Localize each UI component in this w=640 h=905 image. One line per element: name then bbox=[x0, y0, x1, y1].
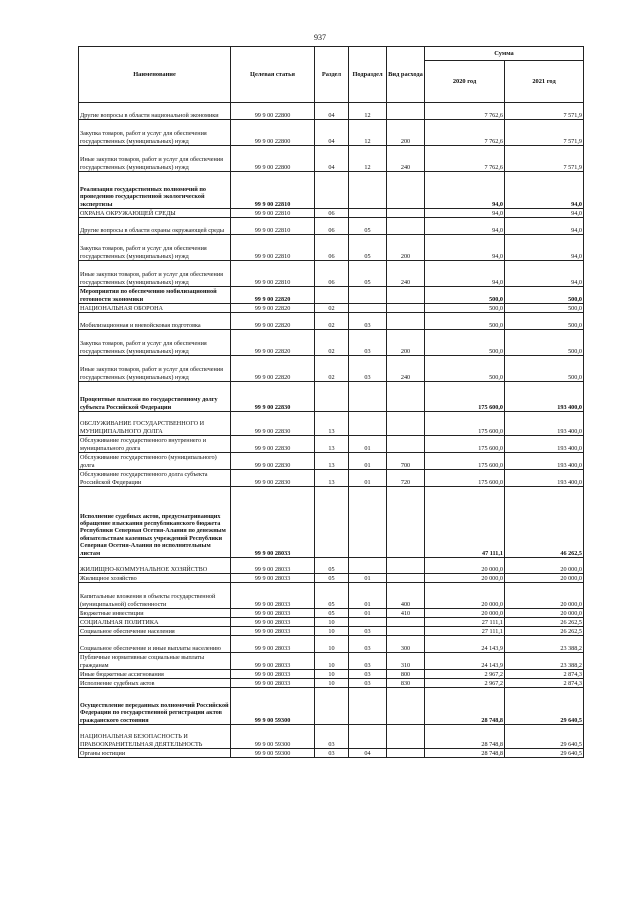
row-value-2021: 500,0 bbox=[505, 356, 584, 382]
row-name: НАЦИОНАЛЬНАЯ БЕЗОПАСНОСТЬ И ПРАВООХРАНИТЕЛЬНАЯ ДЕЯТЕЛЬНОСТЬ bbox=[79, 725, 231, 749]
table-row bbox=[79, 120, 584, 146]
table-row bbox=[79, 618, 584, 627]
row-value-2021: 500,0 bbox=[505, 304, 584, 313]
row-expense-type bbox=[387, 172, 425, 209]
row-value-2020: 500,0 bbox=[425, 356, 505, 382]
row-expense-type: 400 bbox=[387, 583, 425, 609]
header-expense-type: Вид расхода bbox=[387, 47, 425, 103]
row-target-code: 99 9 00 28033 bbox=[231, 627, 315, 636]
row-target-code: 99 9 00 28033 bbox=[231, 609, 315, 618]
page-number: 937 bbox=[314, 33, 326, 42]
row-expense-type bbox=[387, 103, 425, 120]
table-row bbox=[79, 412, 584, 436]
row-target-code: 99 9 00 22810 bbox=[231, 172, 315, 209]
row-section: 13 bbox=[315, 412, 349, 436]
row-section: 13 bbox=[315, 470, 349, 487]
table-row bbox=[79, 725, 584, 749]
row-target-code: 99 9 00 28033 bbox=[231, 618, 315, 627]
row-section: 04 bbox=[315, 146, 349, 172]
row-value-2021: 7 571,9 bbox=[505, 103, 584, 120]
row-expense-type bbox=[387, 558, 425, 574]
row-target-code: 99 9 00 28033 bbox=[231, 558, 315, 574]
row-subsection: 01 bbox=[349, 436, 387, 453]
row-subsection bbox=[349, 304, 387, 313]
row-value-2020: 20 000,0 bbox=[425, 574, 505, 583]
row-expense-type bbox=[387, 618, 425, 627]
row-name: Органы юстиции bbox=[79, 749, 231, 758]
row-name: Осуществление переданных полномочий Российской Федерации по государственной регистрации актов гражданского состояния bbox=[79, 688, 231, 725]
row-target-code: 99 9 00 22800 bbox=[231, 146, 315, 172]
row-target-code: 99 9 00 59300 bbox=[231, 688, 315, 725]
row-section: 10 bbox=[315, 636, 349, 653]
row-expense-type: 700 bbox=[387, 453, 425, 470]
row-subsection: 12 bbox=[349, 146, 387, 172]
row-section bbox=[315, 287, 349, 304]
row-expense-type: 200 bbox=[387, 235, 425, 261]
table-row bbox=[79, 609, 584, 618]
row-target-code: 99 9 00 59300 bbox=[231, 749, 315, 758]
row-subsection: 04 bbox=[349, 749, 387, 758]
row-expense-type bbox=[387, 749, 425, 758]
table-row bbox=[79, 235, 584, 261]
row-value-2021: 20 000,0 bbox=[505, 558, 584, 574]
row-expense-type: 200 bbox=[387, 330, 425, 356]
row-subsection: 01 bbox=[349, 470, 387, 487]
row-section: 05 bbox=[315, 609, 349, 618]
row-section: 04 bbox=[315, 103, 349, 120]
row-name: Закупка товаров, работ и услуг для обеспечения государственных (муниципальных) нужд bbox=[79, 330, 231, 356]
row-target-code: 99 9 00 22820 bbox=[231, 313, 315, 330]
row-section: 10 bbox=[315, 679, 349, 688]
row-section: 05 bbox=[315, 558, 349, 574]
row-section bbox=[315, 172, 349, 209]
row-name: Капитальные вложения в объекты государственной (муниципальной) собственности bbox=[79, 583, 231, 609]
row-target-code: 99 9 00 22830 bbox=[231, 436, 315, 453]
row-value-2020: 94,0 bbox=[425, 209, 505, 218]
row-value-2020: 20 000,0 bbox=[425, 558, 505, 574]
row-name: Иные бюджетные ассигнования bbox=[79, 670, 231, 679]
row-section: 03 bbox=[315, 725, 349, 749]
row-section: 02 bbox=[315, 304, 349, 313]
row-subsection bbox=[349, 618, 387, 627]
row-section: 10 bbox=[315, 653, 349, 670]
row-section: 10 bbox=[315, 618, 349, 627]
table-row bbox=[79, 487, 584, 558]
row-expense-type: 410 bbox=[387, 609, 425, 618]
row-target-code: 99 9 00 22810 bbox=[231, 209, 315, 218]
row-name: Социальное обеспечение и иные выплаты населению bbox=[79, 636, 231, 653]
row-target-code: 99 9 00 22830 bbox=[231, 412, 315, 436]
row-value-2021: 26 262,5 bbox=[505, 618, 584, 627]
row-value-2021: 23 388,2 bbox=[505, 653, 584, 670]
row-value-2021: 193 400,0 bbox=[505, 470, 584, 487]
row-expense-type bbox=[387, 382, 425, 412]
row-target-code: 99 9 00 59300 bbox=[231, 725, 315, 749]
row-expense-type: 800 bbox=[387, 670, 425, 679]
header-sum: Сумма bbox=[425, 47, 584, 61]
row-value-2020: 94,0 bbox=[425, 218, 505, 235]
row-value-2020: 7 762,6 bbox=[425, 120, 505, 146]
row-subsection: 01 bbox=[349, 583, 387, 609]
row-section: 05 bbox=[315, 583, 349, 609]
row-section: 03 bbox=[315, 749, 349, 758]
row-name: Жилищное хозяйство bbox=[79, 574, 231, 583]
table-body bbox=[79, 103, 584, 758]
row-subsection bbox=[349, 725, 387, 749]
row-value-2021: 20 000,0 bbox=[505, 574, 584, 583]
row-name: Закупка товаров, работ и услуг для обеспечения государственных (муниципальных) нужд bbox=[79, 235, 231, 261]
row-target-code: 99 9 00 22820 bbox=[231, 304, 315, 313]
row-target-code: 99 9 00 28033 bbox=[231, 670, 315, 679]
table-row bbox=[79, 330, 584, 356]
row-expense-type bbox=[387, 209, 425, 218]
row-subsection: 05 bbox=[349, 235, 387, 261]
row-value-2021: 94,0 bbox=[505, 172, 584, 209]
row-subsection bbox=[349, 688, 387, 725]
row-target-code: 99 9 00 28033 bbox=[231, 583, 315, 609]
row-target-code: 99 9 00 22820 bbox=[231, 356, 315, 382]
table-row bbox=[79, 209, 584, 218]
row-value-2020: 2 967,2 bbox=[425, 670, 505, 679]
row-expense-type bbox=[387, 627, 425, 636]
row-value-2021: 193 400,0 bbox=[505, 453, 584, 470]
table-row bbox=[79, 627, 584, 636]
row-value-2020: 28 748,8 bbox=[425, 688, 505, 725]
row-expense-type: 300 bbox=[387, 636, 425, 653]
row-value-2021: 193 400,0 bbox=[505, 382, 584, 412]
row-name: ОХРАНА ОКРУЖАЮЩЕЙ СРЕДЫ bbox=[79, 209, 231, 218]
header-year-2021: 2021 год bbox=[505, 61, 584, 103]
row-expense-type: 720 bbox=[387, 470, 425, 487]
row-name: Другие вопросы в области национальной экономики bbox=[79, 103, 231, 120]
row-value-2021: 7 571,9 bbox=[505, 120, 584, 146]
row-subsection: 12 bbox=[349, 103, 387, 120]
row-section bbox=[315, 487, 349, 558]
table-row bbox=[79, 688, 584, 725]
row-target-code: 99 9 00 22820 bbox=[231, 330, 315, 356]
row-value-2020: 28 748,8 bbox=[425, 749, 505, 758]
table-row bbox=[79, 749, 584, 758]
table-row bbox=[79, 356, 584, 382]
row-value-2020: 175 600,0 bbox=[425, 412, 505, 436]
row-value-2021: 193 400,0 bbox=[505, 412, 584, 436]
row-value-2021: 500,0 bbox=[505, 330, 584, 356]
row-name: Иные закупки товаров, работ и услуг для обеспечения государственных (муниципальных) нужд bbox=[79, 261, 231, 287]
row-expense-type bbox=[387, 688, 425, 725]
row-subsection bbox=[349, 287, 387, 304]
row-value-2020: 20 000,0 bbox=[425, 583, 505, 609]
row-expense-type: 240 bbox=[387, 356, 425, 382]
row-expense-type bbox=[387, 412, 425, 436]
row-name: Обслуживание государственного внутреннего и муниципального долга bbox=[79, 436, 231, 453]
row-value-2021: 26 262,5 bbox=[505, 627, 584, 636]
row-value-2021: 193 400,0 bbox=[505, 436, 584, 453]
row-subsection: 01 bbox=[349, 574, 387, 583]
row-section: 06 bbox=[315, 261, 349, 287]
row-subsection bbox=[349, 558, 387, 574]
row-expense-type bbox=[387, 436, 425, 453]
row-name: СОЦИАЛЬНАЯ ПОЛИТИКА bbox=[79, 618, 231, 627]
row-section: 13 bbox=[315, 453, 349, 470]
budget-table bbox=[78, 46, 584, 758]
row-expense-type bbox=[387, 313, 425, 330]
row-subsection: 03 bbox=[349, 670, 387, 679]
row-target-code: 99 9 00 22810 bbox=[231, 261, 315, 287]
row-section: 06 bbox=[315, 235, 349, 261]
row-value-2021: 29 640,5 bbox=[505, 749, 584, 758]
row-name: ОБСЛУЖИВАНИЕ ГОСУДАРСТВЕННОГО И МУНИЦИПАЛЬНОГО ДОЛГА bbox=[79, 412, 231, 436]
row-name: Иные закупки товаров, работ и услуг для обеспечения государственных (муниципальных) нужд bbox=[79, 146, 231, 172]
row-expense-type: 200 bbox=[387, 120, 425, 146]
row-value-2021: 500,0 bbox=[505, 287, 584, 304]
row-subsection: 03 bbox=[349, 330, 387, 356]
header-name: Наименование bbox=[79, 47, 231, 103]
row-expense-type bbox=[387, 725, 425, 749]
table-row bbox=[79, 453, 584, 470]
row-section: 04 bbox=[315, 120, 349, 146]
row-name: Исполнение судебных актов, предусматривающих обращение взыскания республиканского бюджета Республики Северная Осетия-Алания по денежным обязательствам казенных учреждений Республики Северная Осетия-Алания по исполнительным листам bbox=[79, 487, 231, 558]
row-subsection: 12 bbox=[349, 120, 387, 146]
table-row bbox=[79, 470, 584, 487]
row-target-code: 99 9 00 22800 bbox=[231, 103, 315, 120]
row-expense-type: 240 bbox=[387, 146, 425, 172]
row-value-2021: 46 262,5 bbox=[505, 487, 584, 558]
row-expense-type bbox=[387, 218, 425, 235]
table-row bbox=[79, 172, 584, 209]
row-subsection bbox=[349, 487, 387, 558]
table-row bbox=[79, 583, 584, 609]
row-subsection bbox=[349, 172, 387, 209]
row-value-2020: 24 143,9 bbox=[425, 636, 505, 653]
row-section: 10 bbox=[315, 627, 349, 636]
row-value-2021: 94,0 bbox=[505, 261, 584, 287]
row-value-2020: 175 600,0 bbox=[425, 436, 505, 453]
row-value-2020: 47 111,1 bbox=[425, 487, 505, 558]
row-name: Бюджетные инвестиции bbox=[79, 609, 231, 618]
table-row bbox=[79, 218, 584, 235]
row-name: Мероприятия по обеспечению мобилизационной готовности экономики bbox=[79, 287, 231, 304]
row-value-2021: 2 874,3 bbox=[505, 670, 584, 679]
row-name: Обслуживание государственного долга субъекта Российской Федерации bbox=[79, 470, 231, 487]
row-value-2020: 175 600,0 bbox=[425, 453, 505, 470]
row-target-code: 99 9 00 28033 bbox=[231, 636, 315, 653]
row-target-code: 99 9 00 22800 bbox=[231, 120, 315, 146]
row-expense-type: 830 bbox=[387, 679, 425, 688]
row-target-code: 99 9 00 22830 bbox=[231, 470, 315, 487]
header-target: Целевая статья bbox=[231, 47, 315, 103]
table-row bbox=[79, 574, 584, 583]
row-subsection: 03 bbox=[349, 679, 387, 688]
row-value-2020: 94,0 bbox=[425, 235, 505, 261]
row-subsection: 03 bbox=[349, 653, 387, 670]
row-subsection: 01 bbox=[349, 453, 387, 470]
row-value-2021: 94,0 bbox=[505, 218, 584, 235]
row-target-code: 99 9 00 22830 bbox=[231, 453, 315, 470]
row-value-2021: 7 571,9 bbox=[505, 146, 584, 172]
row-value-2021: 23 388,2 bbox=[505, 636, 584, 653]
row-value-2020: 500,0 bbox=[425, 304, 505, 313]
row-subsection: 03 bbox=[349, 627, 387, 636]
row-expense-type bbox=[387, 574, 425, 583]
row-value-2020: 175 600,0 bbox=[425, 470, 505, 487]
row-expense-type: 310 bbox=[387, 653, 425, 670]
row-target-code: 99 9 00 22820 bbox=[231, 287, 315, 304]
row-subsection: 01 bbox=[349, 609, 387, 618]
row-target-code: 99 9 00 22810 bbox=[231, 218, 315, 235]
row-name: Социальное обеспечение населения bbox=[79, 627, 231, 636]
row-section: 13 bbox=[315, 436, 349, 453]
row-subsection bbox=[349, 209, 387, 218]
row-name: НАЦИОНАЛЬНАЯ ОБОРОНА bbox=[79, 304, 231, 313]
row-subsection bbox=[349, 382, 387, 412]
row-name: Реализация государственных полномочий по проведению государственной экологической экспертизы bbox=[79, 172, 231, 209]
row-value-2020: 500,0 bbox=[425, 330, 505, 356]
row-name: Исполнение судебных актов bbox=[79, 679, 231, 688]
table-row bbox=[79, 436, 584, 453]
row-name: Публичные нормативные социальные выплаты гражданам bbox=[79, 653, 231, 670]
table-row bbox=[79, 287, 584, 304]
row-target-code: 99 9 00 22810 bbox=[231, 235, 315, 261]
row-target-code: 99 9 00 28033 bbox=[231, 574, 315, 583]
row-section: 06 bbox=[315, 209, 349, 218]
row-subsection: 03 bbox=[349, 313, 387, 330]
table-row bbox=[79, 382, 584, 412]
table-row bbox=[79, 679, 584, 688]
row-subsection bbox=[349, 412, 387, 436]
row-name: Обслуживание государственного (муниципального) долга bbox=[79, 453, 231, 470]
table-row bbox=[79, 653, 584, 670]
row-target-code: 99 9 00 22830 bbox=[231, 382, 315, 412]
header-section: Раздел bbox=[315, 47, 349, 103]
row-value-2021: 20 000,0 bbox=[505, 609, 584, 618]
row-value-2021: 94,0 bbox=[505, 235, 584, 261]
row-subsection: 05 bbox=[349, 218, 387, 235]
row-value-2020: 94,0 bbox=[425, 172, 505, 209]
row-section: 02 bbox=[315, 356, 349, 382]
row-value-2021: 20 000,0 bbox=[505, 583, 584, 609]
row-value-2021: 2 874,3 bbox=[505, 679, 584, 688]
row-value-2020: 2 967,2 bbox=[425, 679, 505, 688]
row-value-2020: 27 111,1 bbox=[425, 618, 505, 627]
row-name: Иные закупки товаров, работ и услуг для обеспечения государственных (муниципальных) нужд bbox=[79, 356, 231, 382]
row-value-2020: 500,0 bbox=[425, 287, 505, 304]
row-value-2021: 29 640,5 bbox=[505, 688, 584, 725]
row-value-2021: 94,0 bbox=[505, 209, 584, 218]
row-name: Другие вопросы в области охраны окружающей среды bbox=[79, 218, 231, 235]
table-row bbox=[79, 103, 584, 120]
row-subsection: 03 bbox=[349, 356, 387, 382]
header-subsection: Подраздел bbox=[349, 47, 387, 103]
table-row bbox=[79, 304, 584, 313]
row-section: 02 bbox=[315, 330, 349, 356]
table-row bbox=[79, 146, 584, 172]
row-name: Закупка товаров, работ и услуг для обеспечения государственных (муниципальных) нужд bbox=[79, 120, 231, 146]
row-section: 05 bbox=[315, 574, 349, 583]
row-section: 02 bbox=[315, 313, 349, 330]
row-subsection: 05 bbox=[349, 261, 387, 287]
row-value-2020: 500,0 bbox=[425, 313, 505, 330]
row-value-2021: 500,0 bbox=[505, 313, 584, 330]
row-section: 06 bbox=[315, 218, 349, 235]
table-row bbox=[79, 670, 584, 679]
row-value-2021: 29 640,5 bbox=[505, 725, 584, 749]
row-name: Процентные платежи по государственному долгу субъекта Российской Федерации bbox=[79, 382, 231, 412]
table-row bbox=[79, 558, 584, 574]
row-subsection: 03 bbox=[349, 636, 387, 653]
header-year-2020: 2020 год bbox=[425, 61, 505, 103]
row-target-code: 99 9 00 28033 bbox=[231, 487, 315, 558]
row-value-2020: 7 762,6 bbox=[425, 103, 505, 120]
row-expense-type bbox=[387, 287, 425, 304]
row-value-2020: 24 143,9 bbox=[425, 653, 505, 670]
row-section bbox=[315, 382, 349, 412]
row-name: Мобилизационная и вневойсковая подготовка bbox=[79, 313, 231, 330]
table-row bbox=[79, 313, 584, 330]
row-value-2020: 94,0 bbox=[425, 261, 505, 287]
table-row bbox=[79, 261, 584, 287]
row-target-code: 99 9 00 28033 bbox=[231, 679, 315, 688]
row-value-2020: 175 600,0 bbox=[425, 382, 505, 412]
row-value-2020: 27 111,1 bbox=[425, 627, 505, 636]
row-value-2020: 28 748,8 bbox=[425, 725, 505, 749]
row-target-code: 99 9 00 28033 bbox=[231, 653, 315, 670]
table-row bbox=[79, 636, 584, 653]
row-section: 10 bbox=[315, 670, 349, 679]
row-expense-type: 240 bbox=[387, 261, 425, 287]
row-expense-type bbox=[387, 487, 425, 558]
row-name: ЖИЛИЩНО-КОММУНАЛЬНОЕ ХОЗЯЙСТВО bbox=[79, 558, 231, 574]
row-section bbox=[315, 688, 349, 725]
row-expense-type bbox=[387, 304, 425, 313]
row-value-2020: 7 762,6 bbox=[425, 146, 505, 172]
row-value-2020: 20 000,0 bbox=[425, 609, 505, 618]
